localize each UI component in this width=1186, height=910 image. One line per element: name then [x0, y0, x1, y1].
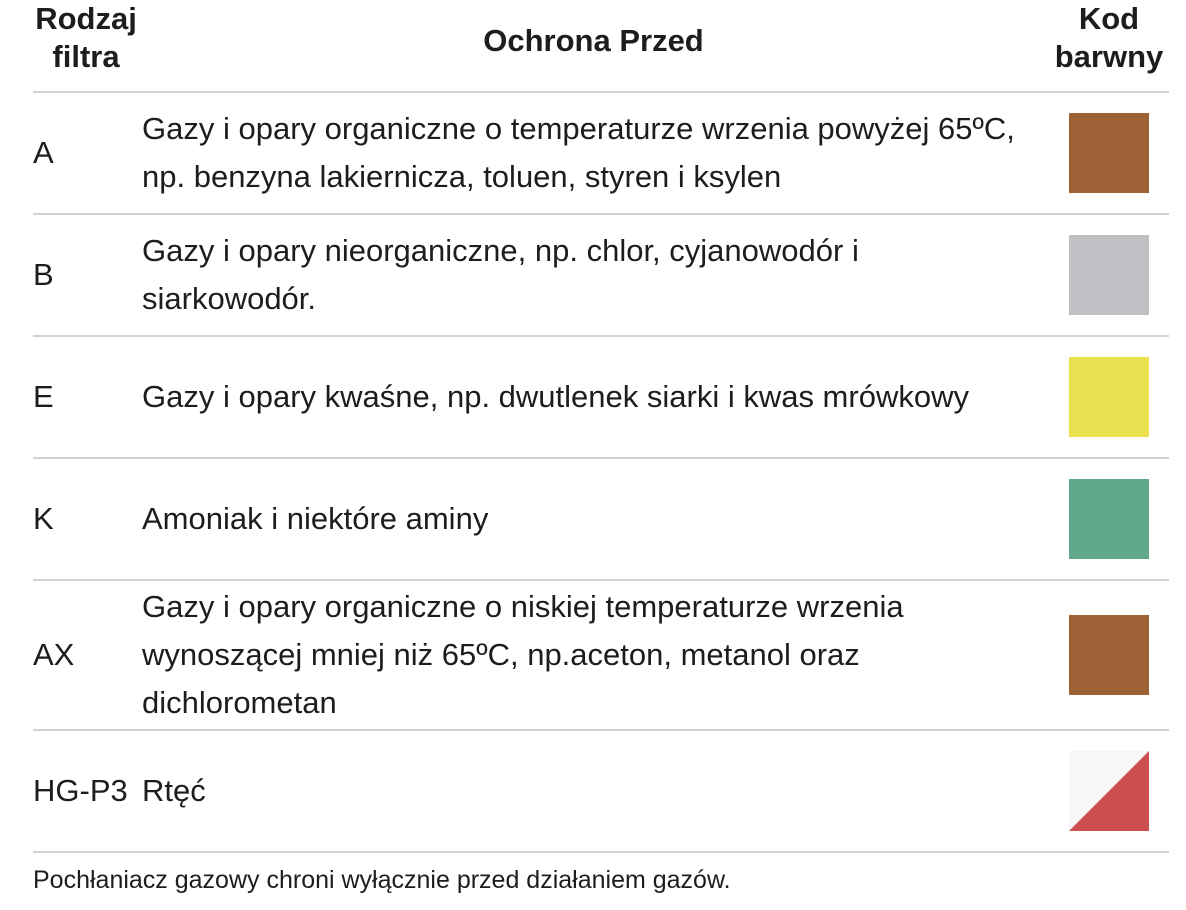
color-swatch-brown: [1069, 113, 1149, 193]
filter-description: Gazy i opary kwaśne, np. dwutlenek siarki i kwas mrówkowy: [142, 379, 969, 414]
table-row-b: [33, 215, 1169, 337]
table-row-ax: [33, 581, 1169, 731]
table-row-hg-p3: [33, 731, 1169, 853]
color-swatch-green: [1069, 479, 1149, 559]
filter-description: Rtęć: [142, 773, 206, 808]
filter-description: Gazy i opary nieorganiczne, np. chlor, cyjanowodór i siarkowodór.: [142, 233, 859, 316]
filter-table: [33, 0, 1169, 853]
filter-code: K: [33, 501, 54, 536]
color-swatch-yellow: [1069, 357, 1149, 437]
filter-description: Gazy i opary organiczne o niskiej temperaturze wrzenia wynoszącej mniej niż 65ºC, np.aceton, metanol oraz dichlorometan: [142, 589, 904, 720]
filter-code: E: [33, 379, 54, 414]
filter-code: A: [33, 135, 54, 170]
filter-description: Gazy i opary organiczne o temperaturze wrzenia powyżej 65ºC, np. benzyna lakiernicza, toluen, styren i ksylen: [142, 111, 1015, 194]
table-header: [33, 0, 1169, 93]
header-filter-type: Rodzaj filtra: [35, 1, 137, 74]
filter-code: HG-P3: [33, 773, 128, 808]
filter-code: B: [33, 257, 54, 292]
header-color-code: Kod barwny: [1054, 1, 1164, 74]
filter-code: AX: [33, 637, 75, 672]
color-swatch-red-white-diagonal: [1069, 751, 1149, 831]
header-protection: Ochrona Przed: [483, 23, 704, 58]
table-row-k: [33, 459, 1169, 581]
filter-description: Amoniak i niektóre aminy: [142, 501, 489, 536]
color-swatch-brown: [1069, 615, 1149, 695]
footnote: Pochłaniacz gazowy chroni wyłącznie przed działaniem gazów.: [33, 866, 731, 894]
table-row-e: [33, 337, 1169, 459]
table-row-a: [33, 93, 1169, 215]
color-swatch-grey: [1069, 235, 1149, 315]
diagonal-swatch-icon: [1069, 751, 1149, 831]
